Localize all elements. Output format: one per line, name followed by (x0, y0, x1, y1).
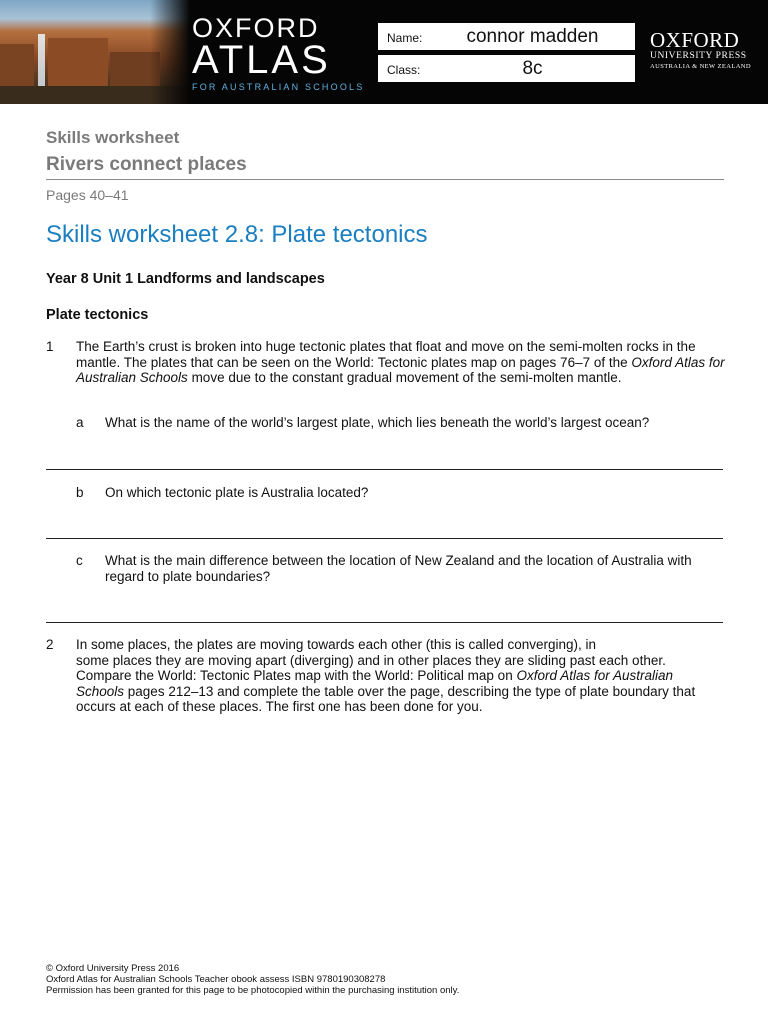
publisher-line-3: AUSTRALIA & NEW ZEALAND (650, 63, 751, 70)
section-heading: Plate tectonics (46, 307, 149, 323)
publisher-line-1: OXFORD (650, 28, 740, 52)
header-banner (0, 0, 768, 104)
question-1-number: 1 (46, 339, 54, 354)
page-reference: Pages 40–41 (46, 187, 129, 203)
gorge-waterfall-photo (0, 0, 190, 104)
heading-divider (46, 179, 724, 180)
question-2-number: 2 (46, 637, 54, 652)
question-2-text: In some places, the plates are moving towards each other (this is called converging), in some places they are moving apart (diverging) and in other places they are sliding past each other. Compare the World: Tectonic Plates map with the World: Political map on Oxford Atlas for Australian Schools pages 212–13 and complete the table over the page, describing the type of plate boundary that occurs at each of these places. The first one has been done for you. (76, 637, 696, 714)
class-value[interactable]: 8c (522, 58, 543, 79)
question-1a-letter: a (76, 415, 84, 430)
question-1c-text: What is the main difference between the location of New Zealand and the location of Australia with regard to plate boundaries? (105, 553, 692, 584)
atlas-title-italic: Oxford Atlas for Australian Schools (76, 354, 725, 385)
footer-line-2: Oxford Atlas for Australian Schools Teacher obook assess ISBN 9780190308278 (46, 974, 386, 985)
footer-line-1: © Oxford University Press 2016 (46, 963, 180, 974)
class-field[interactable] (378, 55, 635, 82)
name-field[interactable] (378, 23, 635, 50)
brand-sub: FOR AUSTRALIAN SCHOOLS (192, 82, 365, 92)
publisher-line-2: UNIVERSITY PRESS (650, 51, 747, 61)
worksheet-topic: Rivers connect places (46, 154, 247, 175)
class-label: Class: (387, 63, 421, 77)
answer-line-1c[interactable] (46, 622, 723, 623)
brand-top: OXFORD (192, 13, 320, 43)
question-1c-letter: c (76, 553, 83, 568)
worksheet-label: Skills worksheet (46, 128, 180, 147)
question-1a-text: What is the name of the world’s largest plate, which lies beneath the world’s largest ocean? (105, 415, 650, 430)
brand-main: ATLAS (192, 38, 331, 82)
page-title: Skills worksheet 2.8: Plate tectonics (46, 221, 428, 248)
question-1b-letter: b (76, 485, 84, 500)
name-label: Name: (387, 31, 423, 45)
answer-line-1b[interactable] (46, 538, 723, 539)
question-1-text: The Earth’s crust is broken into huge tectonic plates that float and move on the semi-molten rocks in the mantle. The plates that can be seen on the World: Tectonic plates map on pages 76–7 of the Oxford Atlas for Australian Schools move due to the constant gradual movement of the semi-molten mantle. (76, 339, 725, 385)
footer-line-3: Permission has been granted for this page to be photocopied within the purchasing institution only. (46, 985, 460, 996)
oxford-university-press-logo (650, 30, 751, 70)
copyright-footer (46, 963, 459, 996)
unit-heading: Year 8 Unit 1 Landforms and landscapes (46, 271, 325, 287)
oxford-atlas-logo (192, 14, 364, 92)
name-value[interactable]: connor madden (466, 26, 599, 47)
question-1b-text: On which tectonic plate is Australia located? (105, 485, 369, 500)
answer-line-1a[interactable] (46, 469, 723, 470)
